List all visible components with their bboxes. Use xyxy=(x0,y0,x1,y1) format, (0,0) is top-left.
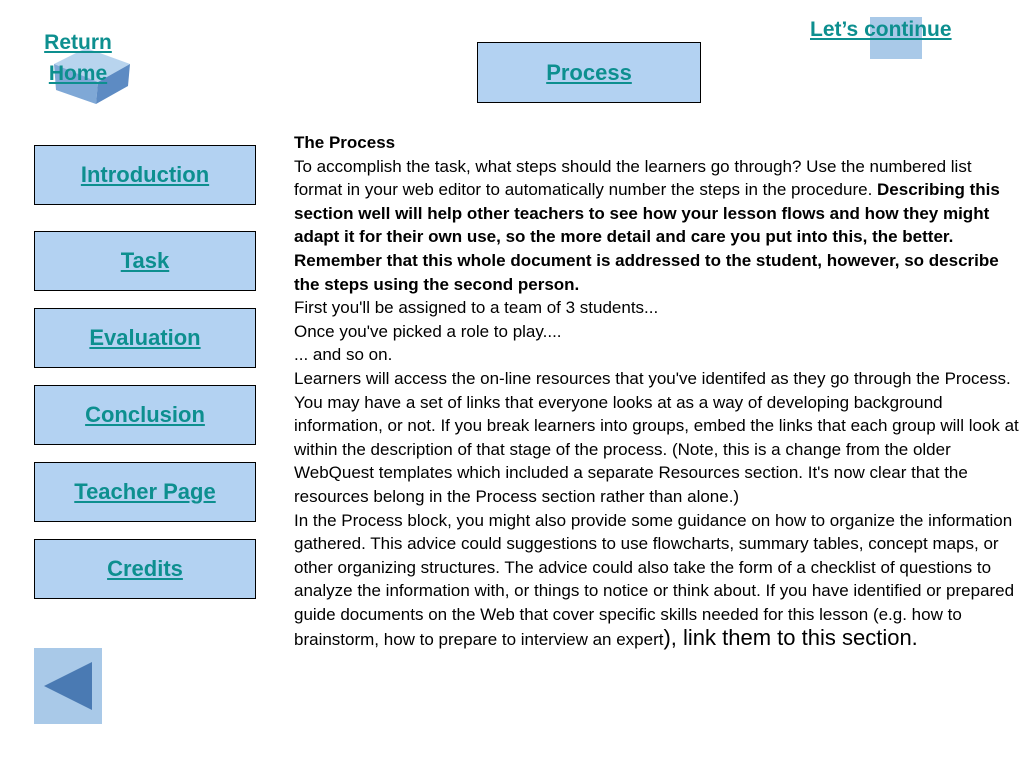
nav-credits-button[interactable] xyxy=(34,539,256,599)
nav-conclusion-button[interactable] xyxy=(34,385,256,445)
p3-text: In the Process block, you might also provide some guidance on how to organize the information gathered. This advice could suggestions to use flowcharts, summary tables, concept maps, or other organizing structures. The advice could also take the form of a checklist of questions to analyze the information with, or things to notice or think about. If you have identified or prepared guide documents on the Web that cover specific skills needed for this lesson (e.g. how to brainstorm, how to prepare to interview an expert xyxy=(294,510,1015,650)
return-home-link[interactable] xyxy=(28,27,128,89)
return-home-line1: Return xyxy=(44,31,112,54)
content-paragraph-2: Learners will access the on-line resources that you've identifed as they go through the Process. You may have a set of links that everyone looks at as a way of developing background information, or not. If you break learners into groups, embed the links that each group will look at within the description of that stage of the process. (Note, this is a change from the older WebQuest templates which included a separate Resources section. It's now clear that the resources belong in the Process section rather than alone.) xyxy=(294,368,1019,506)
p3-end: ), link them to this section. xyxy=(663,625,918,651)
nav-task-button[interactable] xyxy=(34,231,256,291)
left-arrow-icon xyxy=(34,648,102,724)
nav-teacher-page-button[interactable] xyxy=(34,462,256,522)
back-button[interactable] xyxy=(34,648,102,724)
nav-introduction-button[interactable] xyxy=(34,145,256,205)
step-2: Once you've picked a role to play.... xyxy=(294,321,562,341)
nav-evaluation-label[interactable]: Evaluation xyxy=(89,325,201,350)
nav-introduction-label[interactable]: Introduction xyxy=(80,162,210,187)
page-title[interactable]: Process xyxy=(546,59,632,85)
nav-credits-label[interactable]: Credits xyxy=(107,556,183,581)
step-1: First you'll be assigned to a team of 3 students... xyxy=(294,298,659,318)
step-3: ... and so on. xyxy=(294,345,393,365)
p1-plain: To accomplish the task, what steps should the learners go through? Use the numbered list format in your web editor to automatically number the steps in the procedure. xyxy=(294,156,972,200)
content-paragraph-3 xyxy=(294,509,1019,653)
content-heading: The Process xyxy=(294,133,396,152)
return-home-line2: Home xyxy=(48,62,108,85)
nav-evaluation-button[interactable] xyxy=(34,308,256,368)
page-title-box xyxy=(477,42,701,103)
continue-link[interactable]: Let’s continue xyxy=(810,18,952,41)
nav-conclusion-label[interactable]: Conclusion xyxy=(85,402,205,427)
nav-teacher-page-label[interactable]: Teacher Page xyxy=(74,479,216,504)
p1-bold: Describing this section well will help other teachers to see how your lesson flows and how they might adapt it for their own use, so the more detail and care you put into this, the better. Remember that this whole document is addressed to the student, however, so describe the steps using the second person. xyxy=(294,180,1000,294)
process-content xyxy=(294,131,1019,652)
content-paragraph-1 xyxy=(294,155,1019,297)
nav-task-label[interactable]: Task xyxy=(120,248,170,273)
